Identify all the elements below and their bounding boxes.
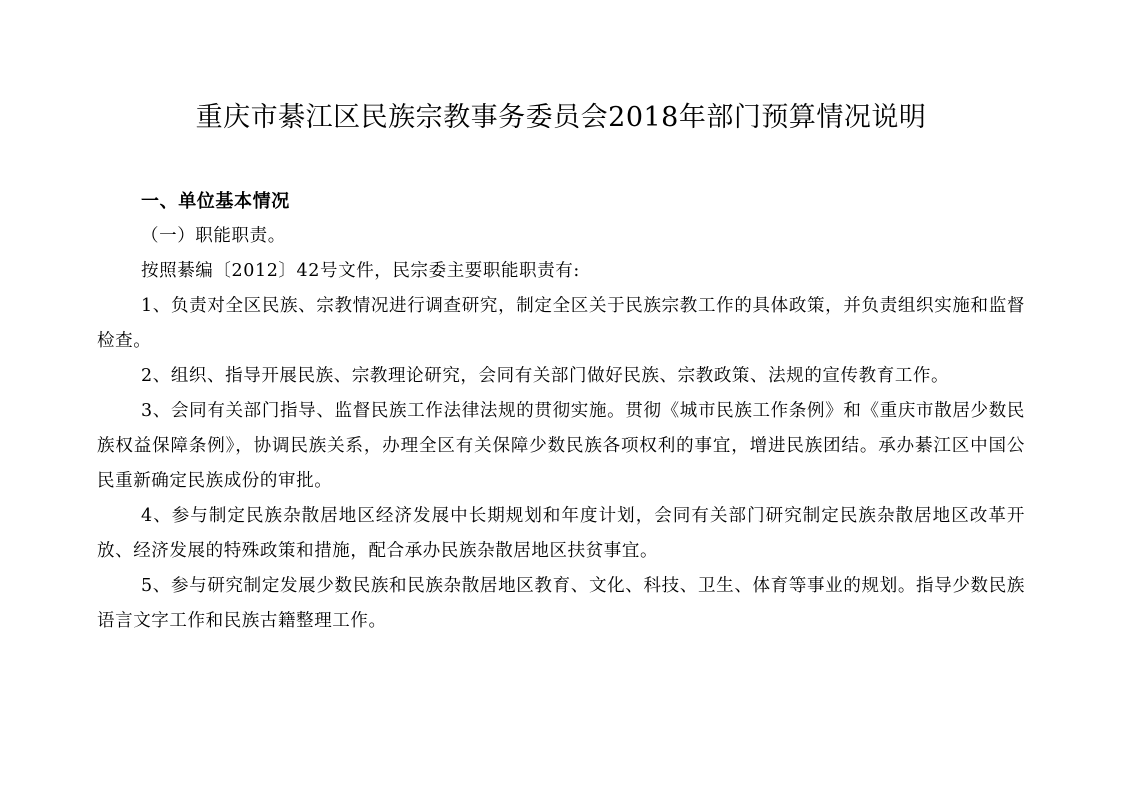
subsection-heading: （一）职能职责。	[141, 226, 286, 246]
duty-item-2: 2、组织、指导开展民族、宗教理论研究，会同有关部门做好民族、宗教政策、法规的宣传教育工作。	[141, 366, 950, 386]
duty-item-1: 1、负责对全区民族、宗教情况进行调查研究，制定全区关于民族宗教工作的具体政策，并负责组织实施和监督检查。	[97, 296, 1025, 351]
document-body	[97, 184, 1025, 639]
section-heading: 一、单位基本情况	[141, 191, 290, 212]
document-title: 重庆市綦江区民族宗教事务委员会2018年部门预算情况说明	[195, 102, 927, 133]
intro-paragraph: 按照綦编〔2012〕42号文件，民宗委主要职能职责有:	[141, 261, 580, 281]
duty-item-3: 3、会同有关部门指导、监督民族工作法律法规的贯彻实施。贯彻《城市民族工作条例》和《重庆市散居少数民族权益保障条例》，协调民族关系，办理全区有关保障少数民族各项权利的事宜，增进民族团结。承办綦江区中国公民重新确定民族成份的审批。	[97, 401, 1025, 491]
duty-item-5: 5、参与研究制定发展少数民族和民族杂散居地区教育、文化、科技、卫生、体育等事业的规划。指导少数民族语言文字工作和民族古籍整理工作。	[97, 576, 1025, 631]
duty-item-4: 4、参与制定民族杂散居地区经济发展中长期规划和年度计划，会同有关部门研究制定民族杂散居地区改革开放、经济发展的特殊政策和措施，配合承办民族杂散居地区扶贫事宜。	[97, 506, 1025, 561]
